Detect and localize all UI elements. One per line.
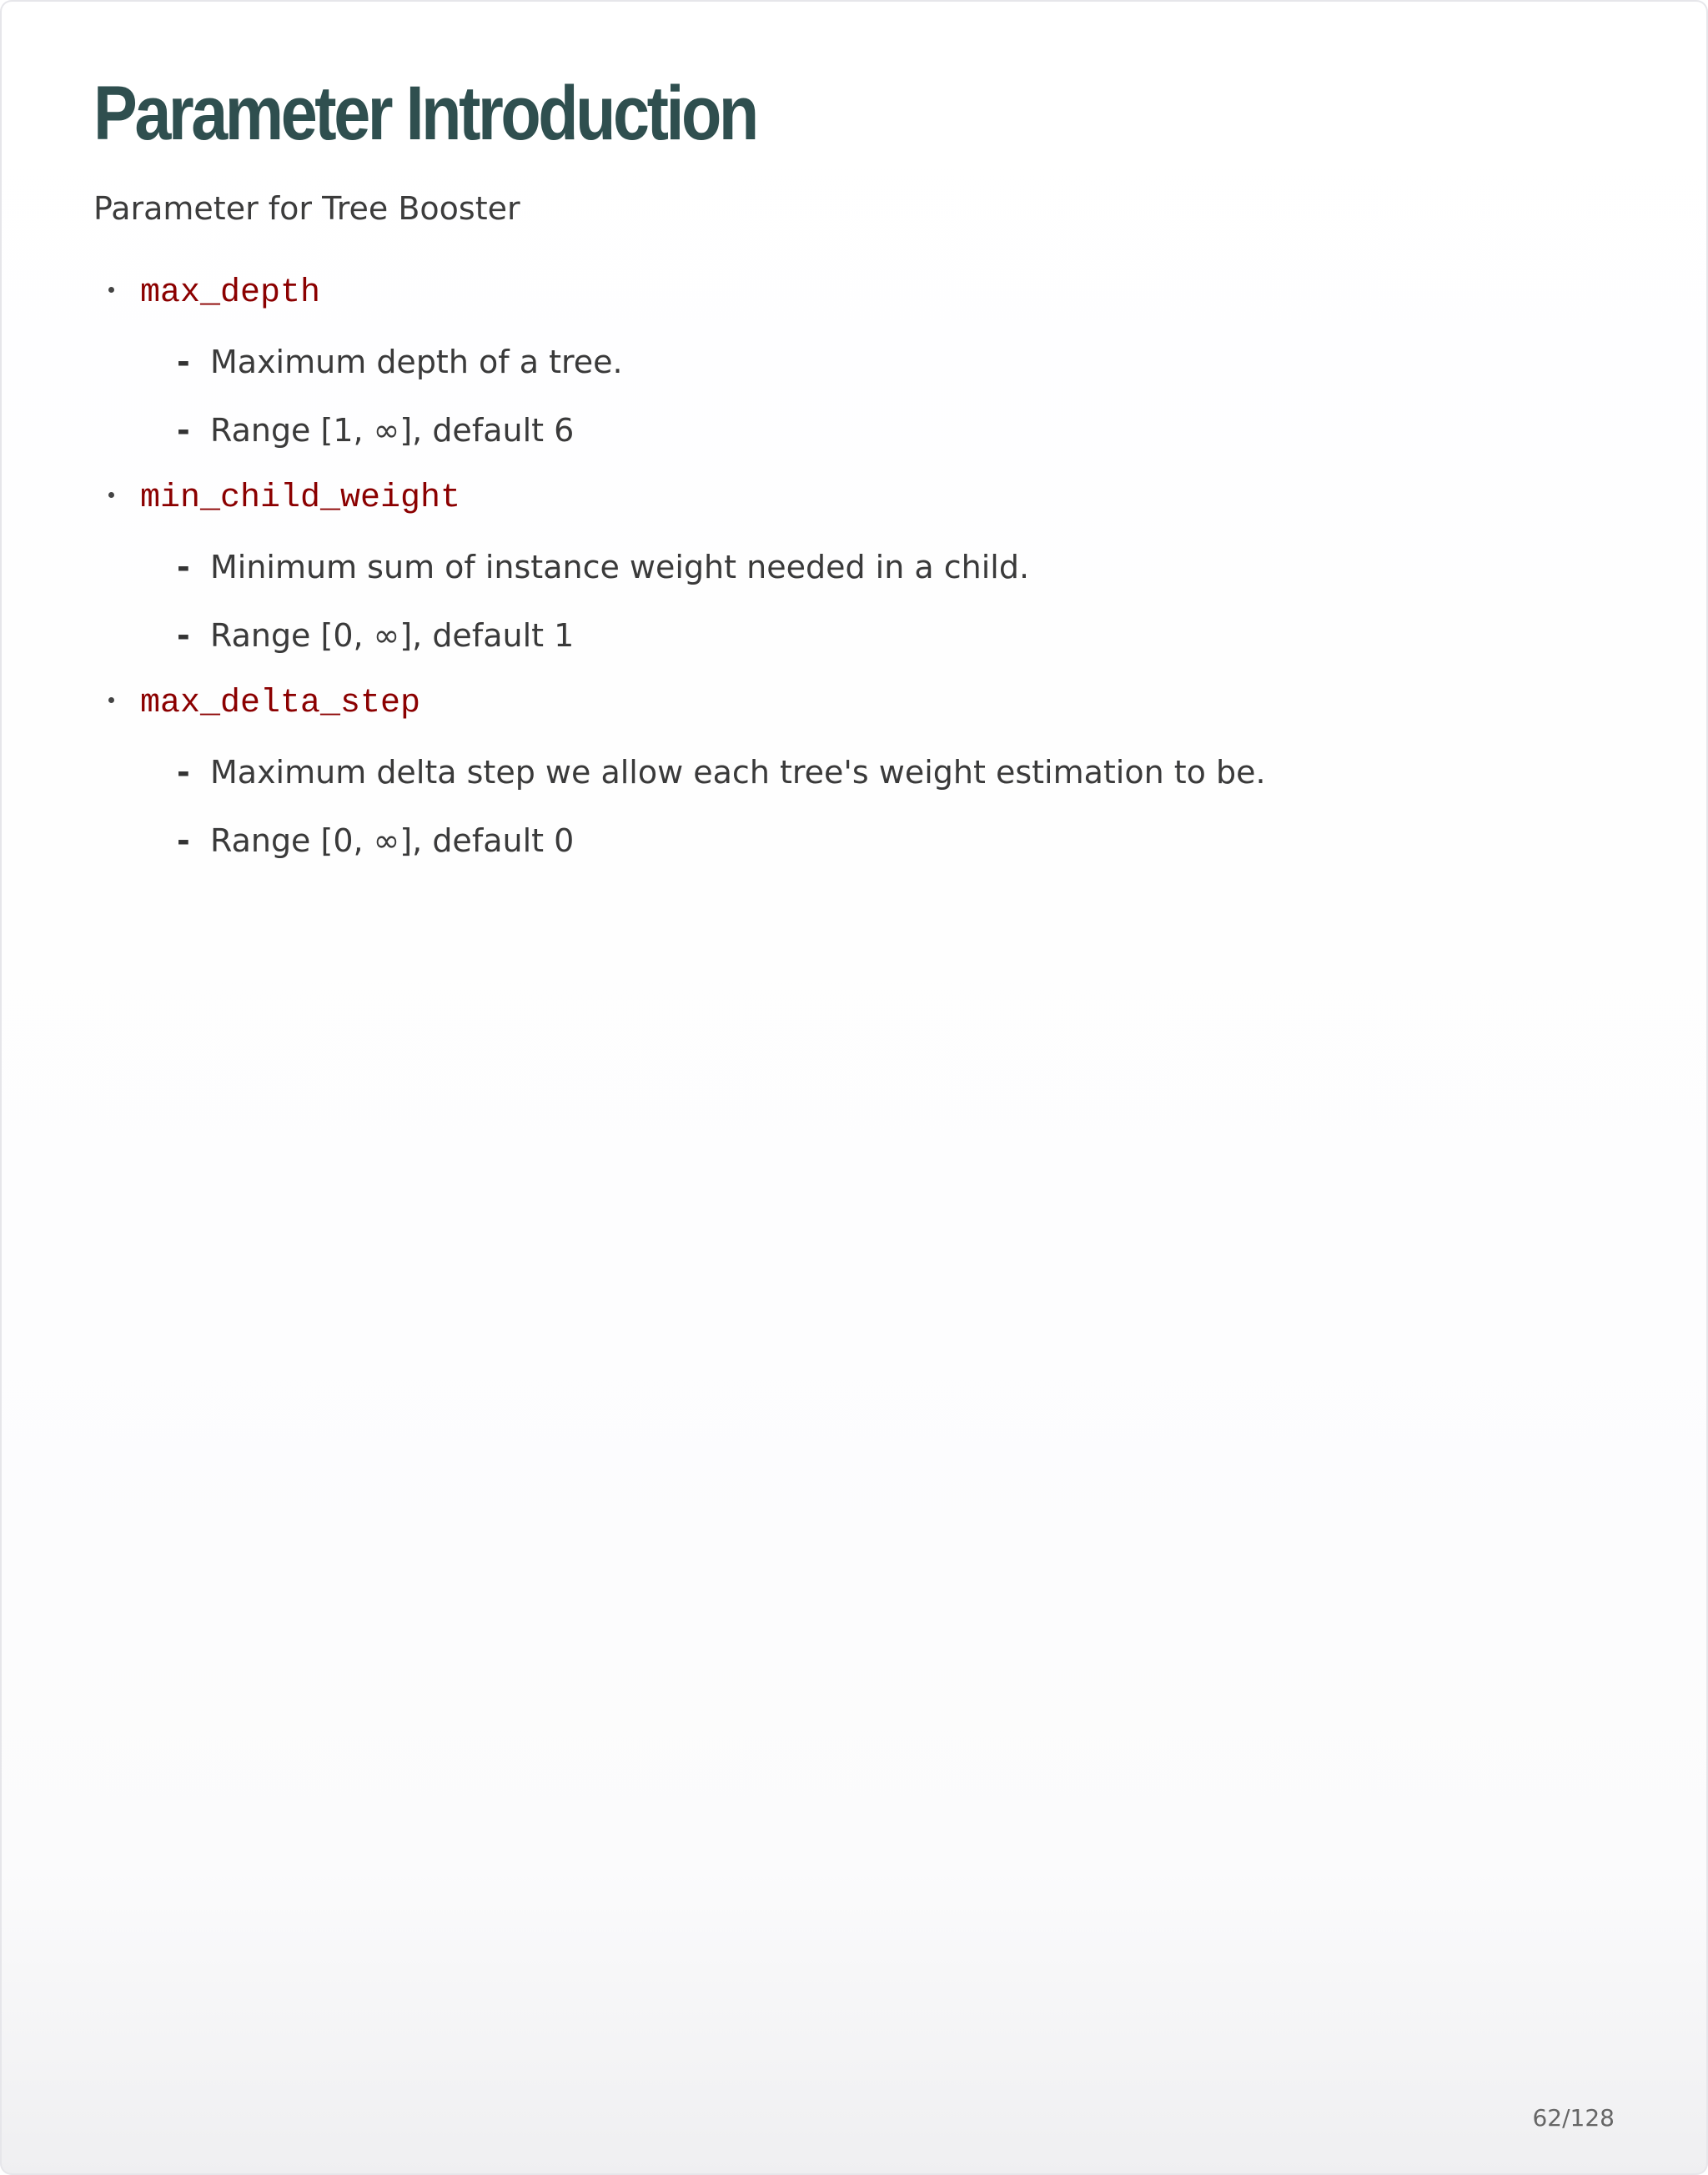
parameter-item xyxy=(93,269,1266,455)
parameter-details xyxy=(93,542,1266,661)
parameter-list xyxy=(93,269,1266,884)
page-number: 62/128 xyxy=(1532,2104,1615,2132)
parameter-header xyxy=(93,679,1266,729)
detail-item xyxy=(93,610,1266,661)
parameter-name: min_child_weight xyxy=(140,480,461,517)
dash-icon: - xyxy=(177,412,190,449)
detail-item xyxy=(93,405,1266,455)
slide-title: Parameter Introduction xyxy=(93,71,756,156)
bullet-icon xyxy=(108,492,114,498)
parameter-name: max_delta_step xyxy=(140,685,421,722)
parameter-item xyxy=(93,474,1266,661)
parameter-header xyxy=(93,269,1266,319)
parameter-details xyxy=(93,337,1266,455)
dash-icon: - xyxy=(177,822,190,859)
detail-text: Maximum depth of a tree. xyxy=(210,344,623,380)
detail-item xyxy=(93,542,1266,592)
dash-icon: - xyxy=(177,549,190,585)
parameter-details xyxy=(93,747,1266,866)
bullet-icon xyxy=(108,697,114,703)
parameter-name: max_depth xyxy=(140,274,321,312)
detail-item xyxy=(93,747,1266,797)
detail-item xyxy=(93,816,1266,866)
dash-icon: - xyxy=(177,344,190,380)
detail-item xyxy=(93,337,1266,387)
parameter-item xyxy=(93,679,1266,866)
detail-text: Minimum sum of instance weight needed in a child. xyxy=(210,549,1030,585)
dash-icon: - xyxy=(177,754,190,791)
detail-text: Range [1, ∞], default 6 xyxy=(210,412,575,449)
parameter-header xyxy=(93,474,1266,524)
slide-subtitle: Parameter for Tree Booster xyxy=(93,190,520,227)
bullet-icon xyxy=(108,287,114,293)
detail-text: Maximum delta step we allow each tree's weight estimation to be. xyxy=(210,754,1266,791)
detail-text: Range [0, ∞], default 1 xyxy=(210,617,575,654)
dash-icon: - xyxy=(177,617,190,654)
detail-text: Range [0, ∞], default 0 xyxy=(210,822,575,859)
